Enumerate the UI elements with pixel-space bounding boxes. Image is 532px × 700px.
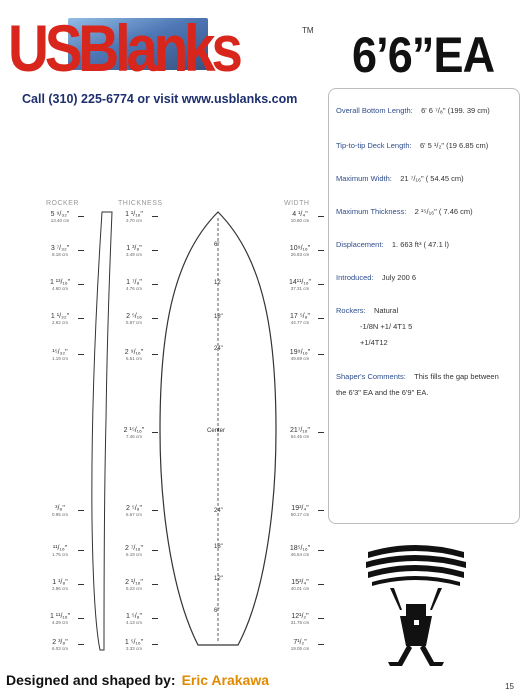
width-tick: [318, 354, 324, 355]
thickness-measurement-cm: 5.87 cm: [125, 320, 142, 325]
thickness-tick: [152, 354, 158, 355]
rocker-tick: [78, 618, 84, 619]
width-tick: [318, 216, 324, 217]
thickness-tick: [152, 250, 158, 251]
board-station-label: 6": [214, 608, 220, 614]
rocker-measurement: 2 ³/₈" 6.03 cm: [40, 639, 80, 651]
width-measurement: 10⁹/₁₆" 26.83 cm: [280, 245, 320, 257]
rocker-measurement: 1 ¹³/₁₆" 4.60 cm: [40, 279, 80, 291]
width-measurement: 17 ⁵/₈" 44.77 cm: [280, 313, 320, 325]
thickness-tick: [152, 284, 158, 285]
board-station-label: 12": [214, 576, 223, 582]
contact-line: Call (310) 225-6774 or visit www.usblanks.com: [22, 92, 298, 106]
thickness-measurement-cm: 2.70 cm: [125, 218, 142, 223]
board-station-label: 18": [214, 544, 223, 550]
width-measurement-cm: 37.31 cm: [290, 286, 310, 291]
thickness-measurement: 2 ¹⁵/₁₆" 7.46 cm: [114, 427, 154, 439]
width-tick: [318, 432, 324, 433]
width-tick: [318, 584, 324, 585]
rocker-tick: [78, 318, 84, 319]
spec-displacement: Displacement: 1. 663 ft³ ( 47.1 l): [336, 240, 449, 249]
thickness-tick: [152, 618, 158, 619]
spec-rockers: Rockers: Natural: [336, 306, 399, 315]
thickness-measurement-cm: 3.33 cm: [125, 646, 142, 651]
board-station-label: 24": [214, 346, 223, 352]
rocker-measurement-cm: 6.03 cm: [51, 646, 68, 651]
spec-comments: Shaper's Comments: This fills the gap between: [336, 372, 499, 381]
width-measurement-cm: 26.83 cm: [290, 252, 310, 257]
rocker-tick: [78, 250, 84, 251]
width-measurement-cm: 49.69 cm: [290, 356, 310, 361]
thickness-measurement-cm: 6.67 cm: [125, 512, 142, 517]
spec-comments-line2: the 6'3" EA and the 6'9" EA.: [336, 388, 429, 397]
spec-deck-length: Tip-to-tip Deck Length: 6' 5 ¹/₂" (19 6.85 cm): [336, 141, 489, 150]
width-measurement-cm: 50.17 cm: [290, 512, 310, 517]
rocker-tick: [78, 550, 84, 551]
spec-bottom-length: Overall Bottom Length: 6' 6 ⁷/₈" (199. 39 cm): [336, 106, 490, 115]
rocker-measurement-cm: 2.86 cm: [51, 586, 68, 591]
thickness-tick: [152, 510, 158, 511]
rocker-measurement-cm: 13.40 cm: [50, 218, 70, 223]
width-measurement: 19⁹/₁₆" 49.69 cm: [280, 349, 320, 361]
width-measurement-cm: 54.45 cm: [290, 434, 310, 439]
width-measurement-cm: 10.80 cm: [290, 218, 310, 223]
thickness-measurement-cm: 6.19 cm: [125, 552, 142, 557]
thickness-measurement-cm: 4.13 cm: [125, 620, 142, 625]
board-station-label: 6": [214, 242, 220, 248]
tribal-figure-icon: [360, 538, 470, 678]
width-measurement: 4 ¹/₄" 10.80 cm: [280, 211, 320, 223]
rocker-measurement-cm: 4.60 cm: [51, 286, 68, 291]
board-station-label: 24": [214, 508, 223, 514]
thickness-measurement: 1 ⁵/₁₆" 3.33 cm: [114, 639, 154, 651]
thickness-tick: [152, 318, 158, 319]
width-tick: [318, 550, 324, 551]
rocker-tick: [78, 510, 84, 511]
width-tick: [318, 250, 324, 251]
rocker-measurement-cm: 4.29 cm: [51, 620, 68, 625]
rocker-measurement: ¹¹/₁₆" 1.75 cm: [40, 545, 80, 557]
rocker-tick: [78, 216, 84, 217]
thickness-tick: [152, 216, 158, 217]
width-measurement-cm: 31.75 cm: [290, 620, 310, 625]
logo-text: USBlanks: [8, 11, 239, 85]
thickness-measurement: 1 ³/₈" 3.49 cm: [114, 245, 154, 257]
width-tick: [318, 644, 324, 645]
thickness-measurement: 2 ⁷/₁₆" 6.19 cm: [114, 545, 154, 557]
rocker-measurement: 1 ¹/₃₂" 2.62 cm: [40, 313, 80, 325]
width-measurement: 21⁷/₁₆" 54.45 cm: [280, 427, 320, 439]
spec-max-thickness: Maximum Thickness: 2 ¹⁵/₁₆" ( 7.46 cm): [336, 207, 473, 216]
width-measurement: 18⁵/₁₆" 46.54 cm: [280, 545, 320, 557]
width-measurement-cm: 46.54 cm: [290, 552, 310, 557]
width-tick: [318, 318, 324, 319]
rocker-tick: [78, 354, 84, 355]
spec-rockers-line2: -1/8N +1/ 4T1 5: [360, 322, 413, 331]
thickness-tick: [152, 550, 158, 551]
rocker-measurement: 5 ⁹/₃₂" 13.40 cm: [40, 211, 80, 223]
thickness-tick: [152, 432, 158, 433]
thickness-tick: [152, 584, 158, 585]
thickness-header: THICKNESS: [118, 200, 163, 207]
width-measurement: 12¹/₂" 31.75 cm: [280, 613, 320, 625]
thickness-measurement: 1 ⁵/₈" 4.13 cm: [114, 613, 154, 625]
thickness-tick: [152, 644, 158, 645]
spec-introduced: Introduced: July 200 6: [336, 273, 417, 282]
thickness-measurement: 2 ⁵/₁₆ 5.87 cm: [114, 313, 154, 325]
board-station-label: Center: [207, 428, 226, 434]
thickness-measurement: 2 ¹/₁₆" 5.23 cm: [114, 579, 154, 591]
designed-by: Designed and shaped by: Eric Arakawa: [6, 672, 270, 688]
thickness-measurement-cm: 7.46 cm: [125, 434, 142, 439]
rocker-measurement-cm: 1.19 cm: [51, 356, 68, 361]
thickness-measurement-cm: 5.23 cm: [125, 586, 142, 591]
width-measurement: 14¹¹/₁₆" 37.31 cm: [280, 279, 320, 291]
spec-rockers-line3: +1/4T12: [360, 338, 388, 347]
trademark: TM: [302, 26, 314, 35]
rocker-profile: [92, 212, 112, 650]
board-station-label: 18": [214, 314, 223, 320]
thickness-measurement-cm: 4.76 cm: [125, 286, 142, 291]
rocker-measurement-cm: 1.75 cm: [51, 552, 68, 557]
rocker-measurement-cm: 2.62 cm: [51, 320, 68, 325]
rocker-measurement-cm: 0.95 cm: [51, 512, 68, 517]
spec-max-width: Maximum Width: 21 ⁷/₁₆" ( 54.45 cm): [336, 174, 464, 183]
board-station-label: 12: [214, 280, 221, 286]
thickness-measurement: 2 ⁹/₁₆" 6.51 cm: [114, 349, 154, 361]
width-header: WIDTH: [284, 200, 310, 207]
width-measurement: 19³/₄" 50.17 cm: [280, 505, 320, 517]
thickness-measurement: 2 ⁵/₈" 6.67 cm: [114, 505, 154, 517]
width-measurement: 15³/₄" 40.01 cm: [280, 579, 320, 591]
rocker-tick: [78, 284, 84, 285]
shaper-name: Eric Arakawa: [181, 672, 270, 688]
width-measurement-cm: 44.77 cm: [290, 320, 310, 325]
rocker-measurement-cm: 8.18 cm: [51, 252, 68, 257]
thickness-measurement: 1 ¹/₁₆" 2.70 cm: [114, 211, 154, 223]
width-tick: [318, 284, 324, 285]
rocker-header: ROCKER: [46, 200, 79, 207]
rocker-measurement: 1 ¹¹/₁₆" 4.29 cm: [40, 613, 80, 625]
width-measurement-cm: 40.01 cm: [290, 586, 310, 591]
rocker-tick: [78, 644, 84, 645]
width-tick: [318, 618, 324, 619]
rocker-measurement: 1 ¹/₈" 2.86 cm: [40, 579, 80, 591]
thickness-measurement: 1 ⁷/₈" 4.76 cm: [114, 279, 154, 291]
width-measurement: 7¹/₂" 19.05 cm: [280, 639, 320, 651]
model-title: 6’6”EA: [352, 27, 495, 83]
rocker-tick: [78, 584, 84, 585]
page-number: 15: [505, 682, 514, 691]
thickness-measurement-cm: 3.49 cm: [125, 252, 142, 257]
width-tick: [318, 510, 324, 511]
width-measurement-cm: 19.05 cm: [290, 646, 310, 651]
rocker-measurement: ¹⁵/₃₂" 1.19 cm: [40, 349, 80, 361]
thickness-measurement-cm: 6.51 cm: [125, 356, 142, 361]
rocker-measurement: 3 ⁷/₃₂" 8.18 cm: [40, 245, 80, 257]
rocker-measurement: ³/₈" 0.95 cm: [40, 505, 80, 517]
